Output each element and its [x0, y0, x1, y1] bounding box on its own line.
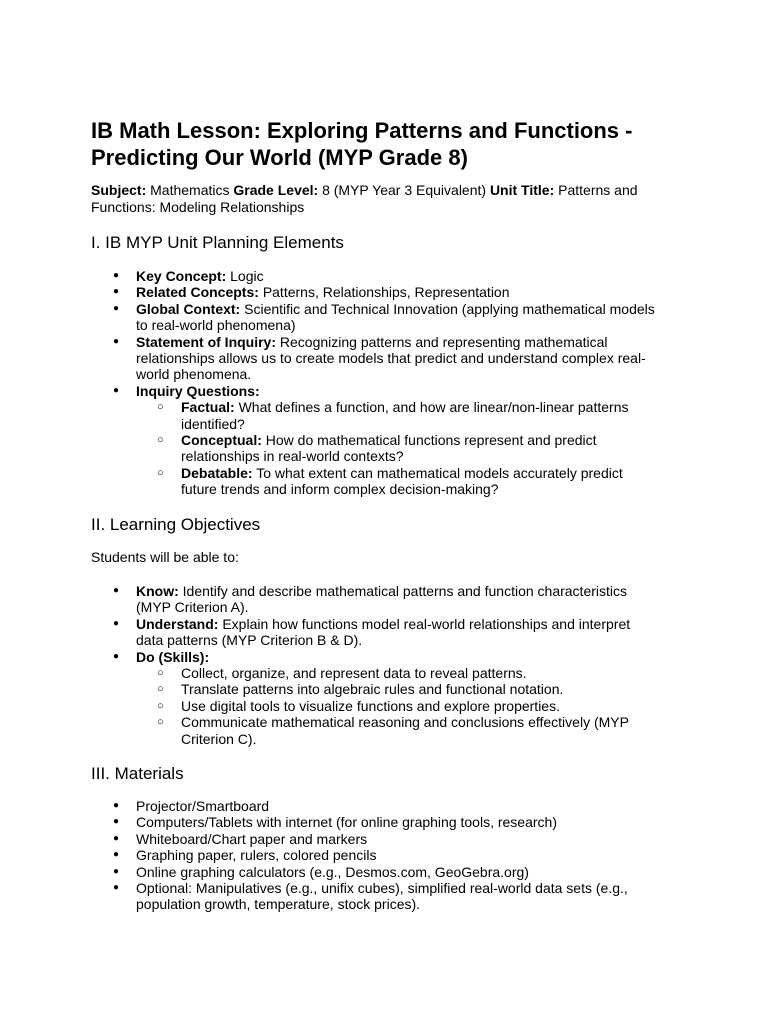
lesson-meta	[91, 182, 681, 216]
materials-list	[0, 798, 700, 913]
subject-label: Subject:	[91, 182, 147, 198]
list-item: ● Key Concept: Logic	[0, 268, 656, 284]
objectives-list	[0, 583, 700, 747]
list-item: ● Inquiry Questions: ○ Factual: What defines a function, and how are linear/non-linear patterns identified? ○ Conceptual: How do mathematical functions represent and predict relationships in real-world contexts? ○ Debatable: To what extent can mathematical models accurately predict future trends and inform complex decision-making?	[0, 383, 656, 498]
list-item: ● Know: Identify and describe mathematical patterns and function characteristics (MYP Criterion A).	[0, 583, 656, 616]
inquiry-questions-list	[136, 399, 656, 497]
section-heading-materials: III. Materials	[91, 764, 184, 783]
planning-elements-list	[0, 268, 700, 498]
list-item: ● Computers/Tablets with internet (for online graphing tools, research)	[0, 814, 656, 830]
skills-list	[136, 665, 656, 747]
list-item: ○ Translate patterns into algebraic rules and functional notation.	[136, 681, 656, 697]
document-title: IB Math Lesson: Exploring Patterns and Functions - Predicting Our World (MYP Grade 8)	[91, 118, 633, 170]
list-item: ○ Debatable: To what extent can mathematical models accurately predict future trends and inform complex decision-making?	[136, 465, 656, 498]
list-item: ● Global Context: Scientific and Technical Innovation (applying mathematical models to real-world phenomena)	[0, 301, 656, 334]
unit-value: Patterns and Functions: Modeling Relationships	[91, 182, 638, 215]
list-item: ● Graphing paper, rulers, colored pencils	[0, 847, 656, 863]
unit-label: Unit Title:	[489, 182, 555, 198]
objectives-intro: Students will be able to:	[91, 549, 239, 565]
list-item: ● Whiteboard/Chart paper and markers	[0, 831, 656, 847]
section-heading-objectives: II. Learning Objectives	[91, 515, 261, 534]
grade-value: 8 (MYP Year 3 Equivalent)	[322, 182, 487, 198]
list-item: ● Online graphing calculators (e.g., Desmos.com, GeoGebra.org)	[0, 864, 656, 880]
list-item: ○ Collect, organize, and represent data to reveal patterns.	[136, 665, 656, 681]
list-item: ● Do (Skills): ○ Collect, organize, and represent data to reveal patterns. ○ Translate patterns into algebraic rules and functional notation. ○ Use digital tools to visualize functions and explore properties. ○ Communicate mathematical reasoning and conclusions effectively (MYP Criterion C).	[0, 649, 656, 747]
list-item: ● Related Concepts: Patterns, Relationships, Representation	[0, 284, 656, 300]
list-item: ● Statement of Inquiry: Recognizing patterns and representing mathematical relationships allows us to create models that predict and understand complex real-world phenomena.	[0, 334, 656, 383]
list-item: ● Projector/Smartboard	[0, 798, 656, 814]
list-item: ○ Communicate mathematical reasoning and conclusions effectively (MYP Criterion C).	[136, 714, 656, 747]
subject-value: Mathematics	[150, 182, 230, 198]
list-item: ○ Factual: What defines a function, and how are linear/non-linear patterns identified?	[136, 399, 656, 432]
list-item: ○ Conceptual: How do mathematical functions represent and predict relationships in real-world contexts?	[136, 432, 656, 465]
grade-label: Grade Level:	[233, 182, 319, 198]
section-heading-planning: I. IB MYP Unit Planning Elements	[91, 233, 344, 252]
list-item: ○ Use digital tools to visualize functions and explore properties.	[136, 698, 656, 714]
list-item: ● Optional: Manipulatives (e.g., unifix cubes), simplified real-world data sets (e.g., population growth, temperature, stock prices).	[0, 880, 656, 913]
list-item: ● Understand: Explain how functions model real-world relationships and interpret data patterns (MYP Criterion B & D).	[0, 616, 656, 649]
